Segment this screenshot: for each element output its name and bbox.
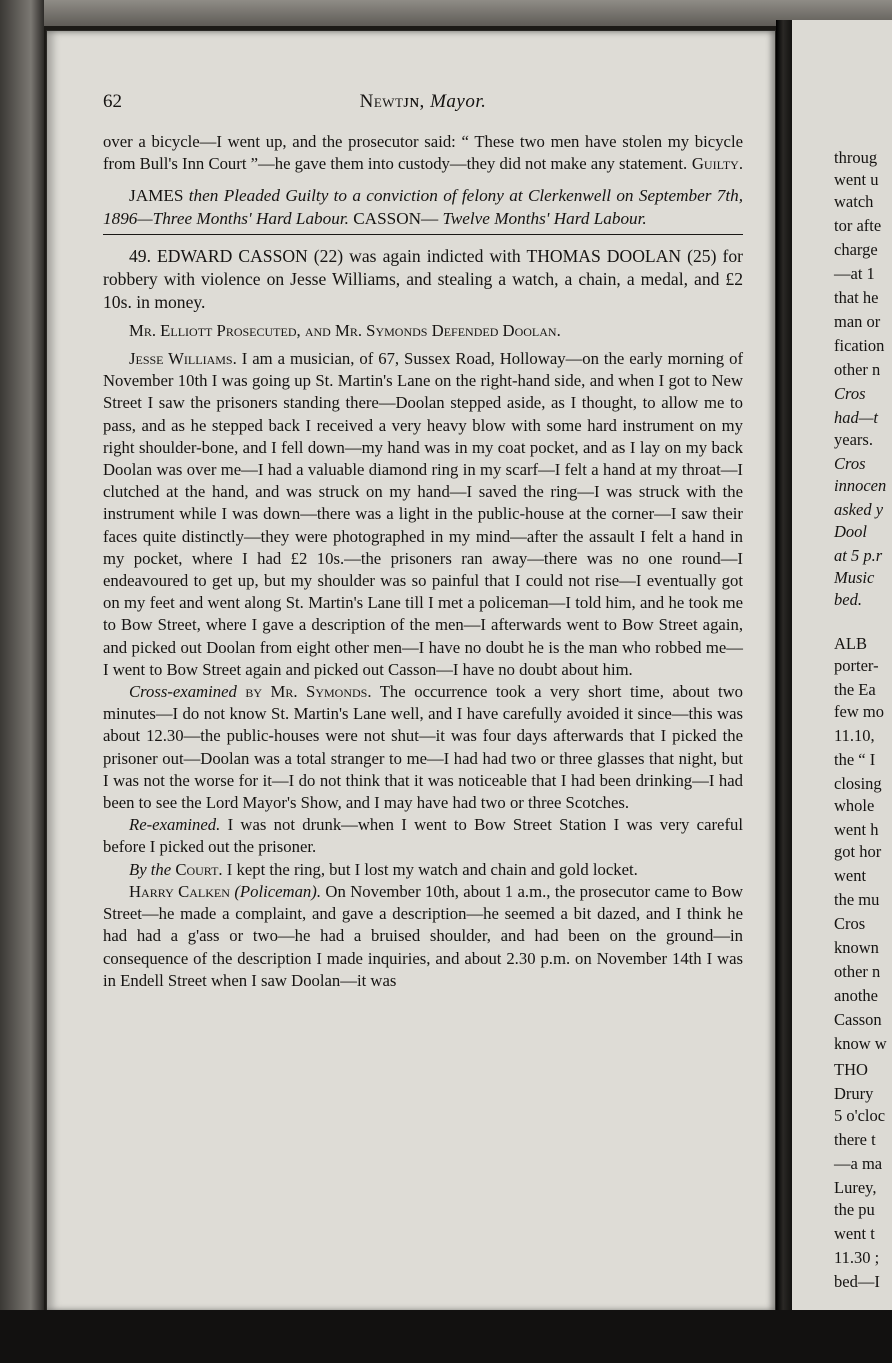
facing-page: [792, 20, 892, 1320]
body-text: [103, 131, 743, 992]
section-divider: [103, 234, 743, 235]
testimony-harry-calken: [103, 881, 743, 992]
counsel-line: [103, 320, 743, 342]
testimony-text: I kept the ring, but I lost my watch and chain and gold locket.: [222, 859, 638, 879]
running-title: [103, 91, 743, 113]
facing-page-line: closing: [834, 774, 882, 793]
facing-page-line: other n: [834, 962, 881, 981]
facing-page-line: had—t: [834, 408, 879, 427]
facing-page-line: asked y: [834, 500, 884, 519]
facing-page-line: went t: [834, 1224, 875, 1243]
facing-page-line: 11.30 ;: [834, 1248, 880, 1267]
book-bottom-shadow: [0, 1310, 892, 1363]
facing-page-line: tor afte: [834, 216, 882, 235]
facing-page-line: THO: [834, 1060, 868, 1079]
facing-page-line: Lurey,: [834, 1178, 877, 1197]
testimony-text: I was not drunk—when I went to Bow Street Station I was very careful before I picked out the prisoner.: [103, 815, 743, 857]
facing-page-line: got hor: [834, 842, 882, 861]
verdict-label: Guilty.: [691, 154, 743, 174]
facing-page-line: the pu: [834, 1200, 875, 1219]
facing-page-line: Drury: [834, 1084, 874, 1103]
running-title-name: Newtᴊɴ,: [359, 91, 425, 112]
testimony-text: The occurrence took a very short time, about two minutes—I do not know St. Martin's Lane well, and I have carefully avoided it since—this was about 12.30—the public-houses were not shut—it was four days afterwards that I picked the prisoner out—Doolan was a total stranger to me—I had had two or three glasses that night, but I was not the worse for it—I do not think that it was noticeable that I had been drinking—I had been to see the Lord Mayor's Show, and I may have had two or three Scotches.: [103, 682, 743, 813]
facing-page-line: 11.10,: [834, 726, 875, 745]
facing-page-line: —at 1: [834, 264, 875, 283]
facing-page-line: man or: [834, 312, 881, 331]
re-examination: [103, 814, 743, 858]
facing-page-line: went: [834, 866, 867, 885]
facing-page-line: bed—I: [834, 1272, 880, 1291]
facing-page-line: watch: [834, 192, 874, 211]
second-defendant: CASSON—: [353, 208, 439, 228]
facing-page-line: charge: [834, 240, 878, 259]
facing-page-line: ALB: [834, 634, 867, 653]
facing-page-line: at 5 p.r: [834, 546, 883, 565]
facing-page-line: went u: [834, 170, 879, 189]
facing-page-line: throug: [834, 148, 878, 167]
facing-page-line: there t: [834, 1130, 876, 1149]
running-head: [103, 91, 743, 119]
paragraph-bicycle: [103, 131, 743, 175]
second-sentence: Twelve Months' Hard Labour.: [442, 208, 647, 228]
speaker-role: (Policeman).: [229, 881, 321, 901]
page-number: 62: [103, 91, 122, 112]
testimony-jesse-williams: [103, 348, 743, 681]
facing-page-line: 5 o'cloc: [834, 1106, 886, 1125]
speaker-italic: Re-examined.: [129, 815, 221, 835]
case-heading: 49. EDWARD CASSON (22) was again indicted with THOMAS DOOLAN (25) for robbery with violence on Jesse Williams, and stealing a watch, a chain, a medal, and £2 10s. in money.: [103, 245, 743, 312]
facing-page-line: anothe: [834, 986, 878, 1005]
testimony-text: On November 10th, about 1 a.m., the prosecutor came to Bow Street—he made a complaint, and gave a description—he seemed a bit dazed, and I think he had had a g'ass or two—he had a bruised shoulder, and had been on the ground—in consequence of the description I made inquiries, and about 2.30 p.m. on November 14th I was in Endell Street when I saw Doolan—it was: [103, 881, 743, 990]
speaker-name: Harry Calken: [129, 881, 230, 901]
facing-page-line: Cros: [834, 454, 866, 473]
facing-page-line: the mu: [834, 890, 880, 909]
book-top-edge: [0, 0, 892, 26]
book-left-edge: [0, 0, 44, 1363]
facing-page-line: that he: [834, 288, 879, 307]
facing-page-line: Casson: [834, 1010, 882, 1029]
running-title-role: Mayor.: [430, 91, 487, 112]
paragraph-text: over a bicycle—I went up, and the prosecutor said: “ These two men have stolen my bicycle from Bull's Inn Court ”—he gave them into custody—they did not make any statement.: [103, 132, 743, 174]
facing-page-line: Cros: [834, 914, 866, 933]
facing-page-line: Music: [834, 568, 875, 587]
facing-page-line: Dool: [834, 522, 867, 541]
sentence-text: then Pleaded Guilty to a conviction of felony at Clerkenwell on September 7th, 1896—Three Months' Hard Labour.: [103, 186, 743, 228]
speaker-italic: Cross-examined: [129, 682, 237, 702]
facing-page-line: the Ea: [834, 680, 876, 699]
facing-page-line: know w: [834, 1034, 887, 1053]
paragraph-sentence: [103, 185, 743, 229]
facing-page-line: years.: [834, 430, 873, 449]
document-page: [46, 30, 776, 1312]
facing-page-line: porter-: [834, 656, 879, 675]
speaker-rest: by Mr. Symonds.: [236, 682, 372, 702]
facing-page-line: the “ I: [834, 750, 876, 769]
speaker-italic: By the: [129, 859, 172, 879]
facing-page-line: went h: [834, 820, 879, 839]
facing-page-line: innocen: [834, 476, 887, 495]
court-question: [103, 859, 743, 881]
defendant-name: JAMES: [129, 186, 184, 206]
speaker-name: Jesse Williams.: [129, 349, 237, 369]
facing-page-line: bed.: [834, 590, 862, 609]
cross-examination: [103, 681, 743, 814]
facing-page-line: few mo: [834, 702, 884, 721]
facing-page-line: known: [834, 938, 879, 957]
facing-page-line: whole: [834, 796, 875, 815]
facing-page-line: —a ma: [834, 1154, 883, 1173]
testimony-text: I am a musician, of 67, Sussex Road, Holloway—on the early morning of November 10th I was going up St. Martin's Lane on the right-hand side, and when I got to New Street I saw the prisoners standing there—Doolan stepped aside, as I thought, to allow me to pass, and as he stepped back I received a very heavy blow with some hard instrument on my right shoulder-bone, and I fell down—my hand was in my coat pocket, and as I lay on my back Doolan was over me—I had a valuable diamond ring in my scarf—I felt a hand at my throat—I clutched at the hand, and was struck on my hand—I saved the ring—I was struck with the instrument while I was down—there was a light in the public-house at the corner—I saw their faces quite distinctly—they were photographed in my mind—after the assault I felt a hand in my pocket, where I had £2 10s.—the prisoners ran away—there was no one round—I endeavoured to get up, but my shoulder was so painful that I could not rise—I eventually got on my feet and went along St. Martin's Lane till I met a policeman—I told him, and he took me to Bow Street, where I gave a description of the men—I afterwards went to Bow Street again, and picked out Doolan from eight other men—I have no doubt he is the man who robbed me—I went to Bow Street again and picked out Casson—I have no doubt about him.: [103, 349, 743, 679]
counsel-text: Mr. Elliott Prosecuted, and Mr. Symonds Defended Doolan.: [129, 320, 561, 340]
facing-page-line: other n: [834, 360, 881, 379]
facing-page-line: fication: [834, 336, 885, 355]
speaker-rest: Court.: [171, 859, 223, 879]
facing-page-line: Cros: [834, 384, 866, 403]
